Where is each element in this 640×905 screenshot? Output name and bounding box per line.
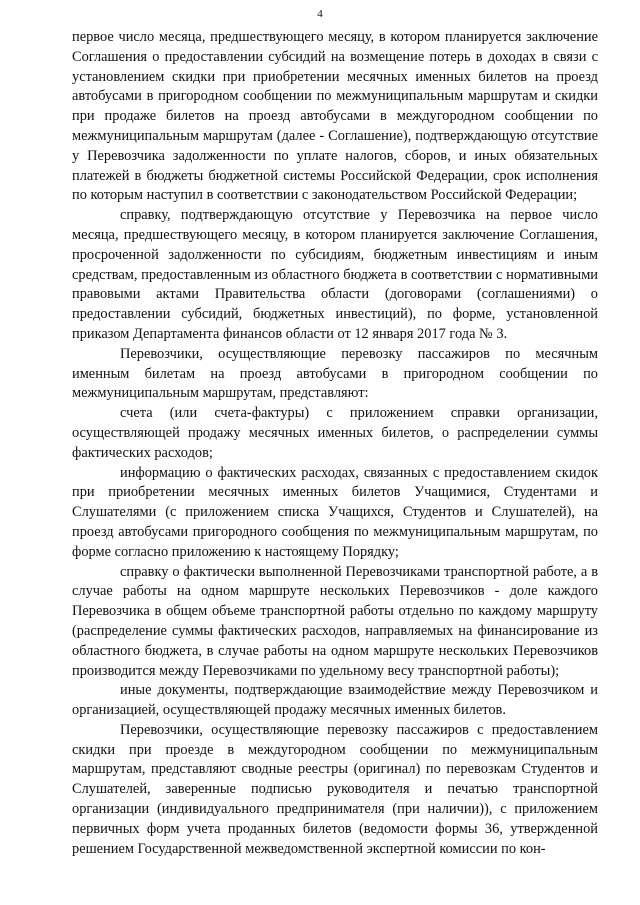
- paragraph-invoices: счета (или счета-фактуры) с приложением справки организации, осуществляющей продажу месячных именных билетов, о распределении суммы фактических расходов;: [72, 405, 598, 461]
- paragraph-transport-work-certificate: справку о фактически выполненной Перевозчиками транспортной работе, а в случае работы на одном маршруте нескольких Перевозчиков - доле каждого Перевозчика в общем объеме транспортной работы отдельно по каждому маршруту (распределение суммы фактических расходов, направляемых на финансирование из областного бюджета, в случае работы на одном маршруте нескольких Перевозчиков производится между Перевозчиками по удельному весу транспортной работы);: [72, 563, 598, 679]
- paragraph-intercity-carriers: Перевозчики, осуществляющие перевозку пассажиров с предоставлением скидки при проезде в междугородном сообщении по межмуниципальным маршрутам, представляют сводные реестры (оригинал) по перевозкам Студентов и Слушателей, заверенные подписью руководителя и печатью транспортной организации (индивидуального предпринимателя (при наличии)), с приложением первичных форм учета проданных билетов (ведомости формы 36, утвержденной решением Государственной межведомственной экспертной комиссии по кон-: [72, 721, 598, 857]
- paragraph-actual-expenses-info: информацию о фактических расходах, связанных с предоставлением скидок при приобретении месячных именных билетов Учащимися, Студентами и Слушателями (с приложением списка Учащихся, Студентов и Слушателей), на проезд автобусами пригородного сообщения по межмуниципальным маршрутам, по форме согласно приложению к настоящему Порядку;: [72, 464, 598, 560]
- paragraph-tax-certificate-continuation: первое число месяца, предшествующего месяцу, в котором планируется заключение Соглашения о предоставлении субсидий на возмещение потерь в доходах в связи с установлением скидки при приобретении месячных именных билетов на проезд автобусами в пригородном сообщении по межмуниципальным маршрутам и скидки при продаже билетов на проезд автобусами в междугородном сообщении по межмуниципальным маршрутам (далее - Соглашение), подтверждающую отсутствие у Перевозчика задолженности по уплате налогов, сборов, и иных обязательных платежей в бюджеты бюджетной системы Российской Федерации, срок исполнения по которым наступил в соответствии с законодательством Российской Федерации;: [72, 29, 598, 204]
- paragraph-suburban-carriers-intro: Перевозчики, осуществляющие перевозку пассажиров по месячным именным билетам на проезд автобусами в пригородном сообщении по межмуниципальным маршрутам, представляют:: [72, 345, 598, 402]
- paragraph-other-documents: иные документы, подтверждающие взаимодействие между Перевозчиком и организацией, осуществляющей продажу месячных именных билетов.: [72, 682, 598, 719]
- paragraph-no-overdue-debt-certificate: справку, подтверждающую отсутствие у Перевозчика на первое число месяца, предшествующего месяцу, в котором планируется заключение Соглашения, просроченной задолженности по субсидиям, бюджетным инвестициям и иным средствам, предоставленным из областного бюджета в соответствии с нормативными правовыми актами Правительства области (договорами (соглашениями) о предоставлении субсидий, бюджетных инвестиций), по форме, установленной приказом Департамента финансов области от 12 января 2017 года № 3.: [72, 207, 598, 342]
- document-body: [72, 28, 598, 859]
- page-number: 4: [317, 8, 323, 20]
